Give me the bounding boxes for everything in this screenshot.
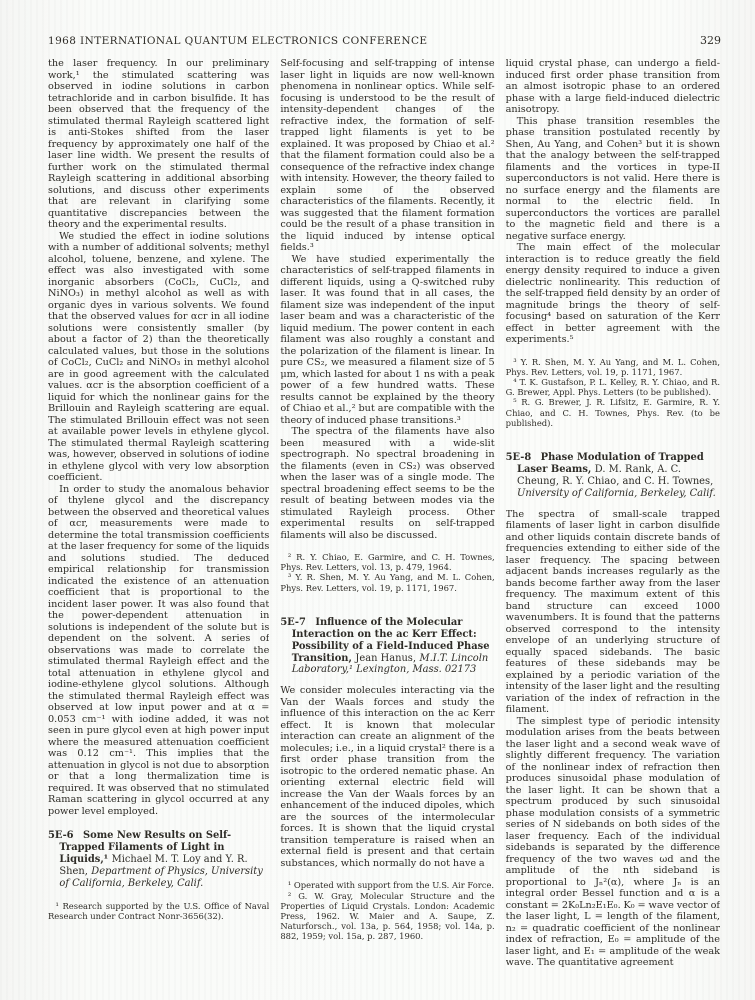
paragraph-continuation: the laser frequency. In our preliminary work,¹ the stimulated scattering was observed in iodine solutions in carbon tetrachloride and in carbon bisulfide. It has been observed that the frequency of the stimulated thermal Rayleigh scattered light is anti-Stokes shifted from the laser frequency by approximately one half of the laser line width. We present the results of further work on the stimulated thermal Rayleigh scattering in additional absorbing solutions, and discuss other experiments that are relevant in clarifying some quantitative discrepancies between the theory and the experimental results. — [48, 58, 270, 230]
abstract-heading-5e8 — [506, 452, 720, 500]
paragraph: We have studied experimentally the characteristics of self-trapped filaments in different liquids, using a Q-switched ruby laser. It was found that in all cases, the filament size was independent of the input laser beam and was a characteristic of the liquid medium. The power content in each filament was also roughly a constant and the polarization of the filament is linear. In pure CS₂, we measured a filament size of 5 μm, which lasted for about 1 ns with a peak power of a few hundred watts. These results cannot be explained by the theory of Chiao et al.,² but are compatible with the theory of induced phase transitions.³ — [280, 253, 495, 426]
conference-title: 1968 INTERNATIONAL QUANTUM ELECTRONICS CONFERENCE — [48, 35, 428, 47]
column-right — [506, 58, 720, 990]
column-left — [48, 58, 269, 990]
paragraph: This phase transition resembles the phase transition postulated recently by Shen, Au Yang, and Cohen³ but it is shown that the analogy between the self-trapped filaments and the vortices in type-II superconductors is not valid. Here there is no surface energy and the filaments are normal to the electric field. In superconductors the vortices are parallel to the magnetic field and there is a negative surface energy. — [505, 115, 720, 242]
abstract-affiliation: Department of Physics, University of California, Berkeley, Calif. — [59, 865, 263, 889]
abstract-number: 5E-8 — [505, 451, 532, 463]
paragraph: The simplest type of periodic intensity modulation arises from the beats between the laser light and a second weak wave of slightly different frequency. The variation of the nonlinear index of refraction then produces sinusoidal phase modulation of the laser light. It can be shown that a spectrum produced by such sinusoidal phase modulation consists of a symmetric series of N sidebands on both sides of the laser frequency. Each of the individual sidebands is separated by the difference frequency of the two waves ωd and the amplitude of the nth sideband is proportional to Jₙ²(α), where Jₙ is an integral order Bessel function and α is a constant = 2K₀Ln₂E₁E₀. K₀ = wave vector of the laser light, L = length of the filament, n₂ = quadratic coefficient of the nonlinear index of refraction, E₀ = amplitude of the laser light, and E₁ = amplitude of the weak wave. The quantitative agreement — [505, 715, 720, 969]
abstract-authors: Jean Hanus, — [355, 652, 417, 664]
footnote: ⁵ R. G. Brewer, J. R. Lifsitz, E. Garmire, R. Y. Chiao, and C. H. Townes, Phys. Rev. (to be published). — [505, 397, 720, 428]
abstract-authors: D. M. Rank, A. C. Cheung, R. Y. Chiao, and C. H. Townes, — [517, 463, 714, 487]
paragraph: The spectra of the filaments have also been measured with a wide-slit spectrograph. No spectral broadening in the filaments (even in CS₂) was observed when the laser was of a single mode. The spectral broadening effect seems to be the result of beating between modes via the stimulated Rayleigh process. Other experimental results on self-trapped filaments will also be discussed. — [280, 426, 495, 541]
footnote: ³ Y. R. Shen, M. Y. Au Yang, and M. L. Cohen, Phys. Rev. Letters, vol. 19, p. 1171, 1967. — [280, 572, 495, 593]
footnote-group — [48, 901, 269, 921]
footnote: ⁴ T. K. Gustafson, P. L. Kelley, R. Y. Chiao, and R. G. Brewer, Appl. Phys. Letters (to be published). — [505, 376, 720, 398]
column-center — [280, 58, 494, 990]
footnote: ¹ Research supported by the U.S. Office of Naval Research under Contract Nonr-3656(32). — [48, 900, 270, 921]
footnote: ³ Y. R. Shen, M. Y. Au Yang, and M. L. Cohen, Phys. Rev. Letters, vol. 19, p. 1171, 1967. — [505, 356, 720, 377]
abstract-title: Influence of the Molecular Interaction on the ac Kerr Effect: Possibility of a Field-Induced Phase Transition, — [291, 616, 490, 664]
paragraph: We consider molecules interacting via the Van der Waals forces and study the influence of this interaction on the ac Kerr effect. It is known that molecular interaction can create an alignment of the molecules; i.e., in a liquid crystal² there is a first order phase transition from the isotropic to the ordered nematic phase. An orienting external electric field will increase the Van der Waals forces by an enhancement of the induced dipoles, which are the sources of the intermolecular forces. It is shown that the liquid crystal transition temperature is raised when an external field is present and that certain substances, which normally do not have a — [280, 685, 495, 869]
footnote-group — [506, 357, 720, 428]
abstract-heading-5e7 — [280, 617, 494, 677]
abstract-authors: Michael M. T. Loy and Y. R. Shen, — [59, 853, 248, 877]
abstract-title: Some New Results on Self-Trapped Filaments of Light in Liquids,¹ — [59, 830, 232, 865]
footnote-group — [280, 880, 494, 941]
abstract-affiliation: University of California, Berkeley, Calif. — [517, 487, 716, 499]
paragraph: We studied the effect in iodine solutions with a number of additional solvents; methyl alcohol, toluene, benzene, and xylene. The effect was also investigated with some inorganic absorbers (CoCl₂, CuCl₂, and NiNO₃) in methyl alcohol as well as with organic dyes in various solvents. We found that the observed values for αcr in all iodine solutions were consistently smaller (by about a factor of 2) than the theoretically calculated values, but those in the solutions of CoCl₂, CuCl₂ and NiNO₃ in methyl alcohol are in good agreement with the calculated values. αcr is the absorption coefficient of a liquid for which the nonlinear gains for the Brillouin and Rayleigh scattering are equal. The stimulated Brillouin effect was not seen at available power levels in ethylene glycol. The stimulated thermal Rayleigh scattering was, however, observed in solutions of iodine in ethylene glycol with very low absorption coefficient. — [48, 230, 270, 483]
abstract-number: 5E-7 — [280, 616, 306, 628]
abstract-title: Phase Modulation of Trapped Laser Beams, — [517, 451, 704, 475]
footnote-group — [280, 552, 494, 593]
abstract-number: 5E-6 — [48, 830, 74, 841]
page-number: 329 — [700, 34, 721, 47]
paragraph: In order to study the anomalous behavior of thylene glycol and the discrepancy between the observed and theoretical values of αcr, measurements were made to determine the total transmission coefficients at the laser frequency for some of the liquids and solutions studied. The deduced empirical relationship for transmission indicated the existence of an attenuation coefficient that is proportional to the incident laser power. It was also found that the power-dependent attenuation in solutions is independent of the solute but is dependent on the solvent. A series of observations was made to correlate the stimulated thermal Rayleigh effect and the total attenuation in ethylene glycol and iodine-ethylene glycol solutions. Although the stimulated thermal Rayleigh effect was observed at low input power and at α = 0.053 cm⁻¹ with iodine added, it was not seen in pure glycol even at high power input where the measured attenuation coefficient was 0.12 cm⁻¹. This implies that the attenuation in glycol is not due to absorption or that a long thermalization time is required. It was observed that no stimulated Raman scattering in glycol occurred at any power level employed. — [48, 483, 270, 817]
paragraph: The main effect of the molecular interaction is to reduce greatly the field energy density required to induce a given dielectric nonlinearity. This reduction of the self-trapped field density by an order of magnitude brings the theory of self-focusing⁴ based on saturation of the Kerr effect in better agreement with the experiments.⁵ — [505, 242, 720, 345]
footnote: ¹ Operated with support from the U.S. Air Force. — [287, 880, 495, 891]
footnote: ² R. Y. Chiao, E. Garmire, and C. H. Townes, Phys. Rev. Letters, vol. 13, p. 479, 1964. — [280, 552, 495, 573]
paragraph: Self-focusing and self-trapping of intense laser light in liquids are now well-known phenomena in nonlinear optics. While self-focusing is understood to be the result of intensity-dependent changes of the refractive index, the formation of self-trapped light filaments is yet to be explained. It was proposed by Chiao et al.² that the filament formation could also be a consequence of the refractive index change with intensity. However, the theory failed to explain some of the observed characteristics of the filaments. Recently, it was suggested that the filament formation could be the result of a phase transition in the liquid induced by intense optical fields.³ — [280, 58, 495, 253]
abstract-heading-5e6 — [48, 830, 269, 890]
paragraph: The spectra of small-scale trapped filaments of laser light in carbon disulfide and other liquids contain discrete bands of frequencies extending to either side of the laser frequency. The spacing between adjacent bands increases regularly as the bands become farther away from the laser frequency. The maximum extent of this band structure can exceed 1000 wavenumbers. It is found that the patterns observed correspond to the intensity envelope of an underlying structure of equally spaced sidebands. The basic features of these sidebands may be explained by a periodic variation of the intensity of the laser light and the resulting variation of the index of refraction in the filament. — [505, 508, 720, 716]
text-columns — [48, 58, 720, 990]
footnote: ² G. W. Gray, Molecular Structure and the Properties of Liquid Crystals. London: Academic Press, 1962. W. Maier and A. Saupe, Z. Naturforsch., vol. 13a, p. 564, 1958; vol. 14a, p. 882, 1959; vol. 15a, p. 287, 1960. — [280, 890, 495, 942]
paragraph-continuation: liquid crystal phase, can undergo a field-induced first order phase transition from an almost isotropic phase to an ordered phase with a large field-induced dielectric anisotropy. — [505, 58, 720, 115]
running-head — [48, 34, 721, 47]
abstract-affiliation: M.I.T. Lincoln Laboratory,¹ Lexington, Mass. 02173 — [291, 652, 489, 676]
